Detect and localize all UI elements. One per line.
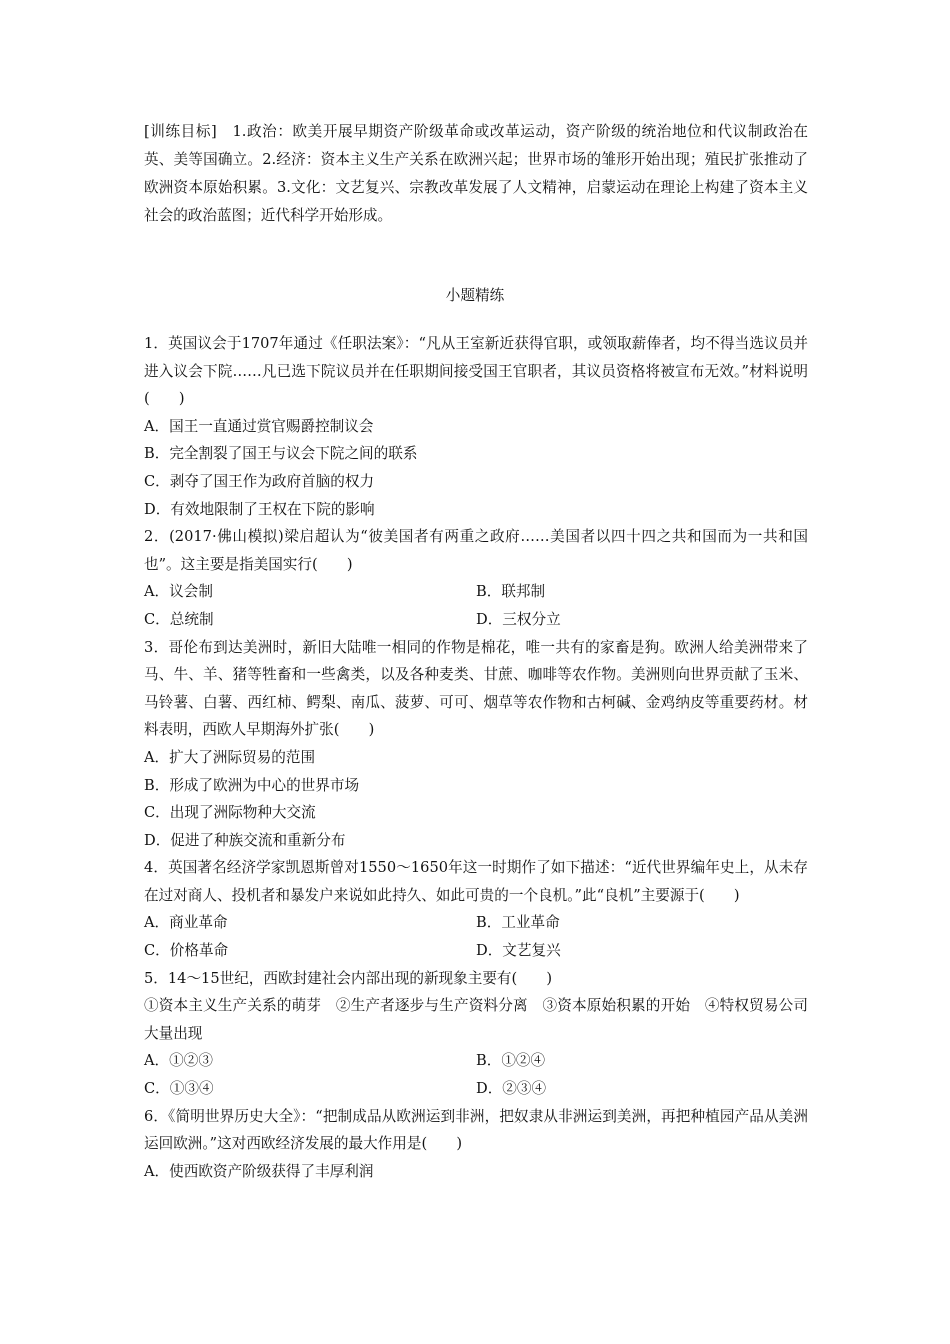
question-3-option-c: C．出现了洲际物种大交流 <box>144 804 316 822</box>
question-4-option-d: D．文艺复兴 <box>476 942 561 960</box>
section-title: 小题精练 <box>445 287 505 304</box>
question-2-options-row-1 <box>144 578 808 606</box>
question-2-option-b: B．联邦制 <box>476 583 546 601</box>
question-list <box>144 330 808 1185</box>
question-4-option-c: C．价格革命 <box>144 942 229 960</box>
question-3-stem <box>144 634 808 744</box>
question-2-number: 2． <box>144 528 170 546</box>
question-1-text: 英国议会于1707年通过《任职法案》：“凡从王室新近获得官职，或领取薪俸者，均不得当选议员并进入议会下院……凡已选下院议员并在任职期间接受国王官职者，其议员资格将被宣布无效。”材料说明( ) <box>144 335 808 408</box>
question-1-option-b: B．完全割裂了国王与议会下院之间的联系 <box>144 445 418 463</box>
question-6 <box>144 1103 808 1186</box>
question-5-number: 5． <box>144 969 168 987</box>
question-6-number: 6． <box>144 1107 169 1125</box>
question-6-option-a: A．使西欧资产阶级获得了丰厚利润 <box>144 1162 374 1180</box>
question-4-stem <box>144 854 808 909</box>
question-5-options-row-2 <box>144 1075 808 1103</box>
question-6-stem <box>144 1103 808 1158</box>
question-1-stem <box>144 330 808 413</box>
question-5-options-row-1 <box>144 1047 808 1075</box>
question-3-option-a: A．扩大了洲际贸易的范围 <box>144 748 316 766</box>
question-2-stem <box>144 523 808 578</box>
question-4-text: 英国著名经济学家凯恩斯曾对1550～1650年这一时期作了如下描述：“近代世界编年史上，从未存在过对商人、投机者和暴发户来说如此持久、如此可贵的一个良机。”此“良机”主要源于( ) <box>144 859 808 904</box>
question-4-options-row-2 <box>144 937 808 965</box>
question-5-option-c: C．①③④ <box>144 1080 214 1098</box>
question-6-text: 《简明世界历史大全》：“把制成品从欧洲运到非洲，把奴隶从非洲运到美洲，再把种植园产品从美洲运回欧洲。”这对西欧经济发展的最大作用是( ) <box>144 1107 808 1153</box>
question-2-option-a: A．议会制 <box>144 583 213 601</box>
question-4-number: 4． <box>144 859 169 877</box>
question-1-number: 1． <box>144 335 169 352</box>
question-3-number: 3． <box>144 638 169 656</box>
training-goal-paragraph <box>144 118 808 230</box>
question-1 <box>144 330 808 523</box>
question-3-option-d: D．促进了种族交流和重新分布 <box>144 831 346 849</box>
question-3-text: 哥伦布到达美洲时，新旧大陆唯一相同的作物是棉花，唯一共有的家畜是狗。欧洲人给美洲带来了马、牛、羊、猪等牲畜和一些禽类，以及各种麦类、甘蔗、咖啡等农作物。美洲则向世界贡献了玉米、马铃薯、白薯、西红柿、鳄梨、南瓜、菠萝、可可、烟草等农作物和古柯碱、金鸡纳皮等重要药材。材料表明，西欧人早期海外扩张( ) <box>144 638 808 739</box>
question-5-text: 14～15世纪，西欧封建社会内部出现的新现象主要有( ) <box>167 969 553 987</box>
question-5-option-a: A．①②③ <box>144 1052 213 1070</box>
question-3 <box>144 634 808 855</box>
question-5-option-d: D．②③④ <box>476 1080 547 1098</box>
question-2-text: (2017·佛山模拟)梁启超认为“彼美国者有两重之政府……美国者以四十四之共和国而为一共和国也”。这主要是指美国实行( ) <box>144 528 808 573</box>
question-5-stem <box>144 965 808 993</box>
question-2 <box>144 523 808 633</box>
question-5-option-b: B．①②④ <box>476 1052 546 1070</box>
question-5-statements: ①资本主义生产关系的萌芽 ②生产者逐步与生产资料分离 ③资本原始积累的开始 ④特权贸易公司大量出现 <box>144 997 808 1042</box>
training-goal-label: [训练目标] <box>144 123 217 140</box>
question-2-options-row-2 <box>144 606 808 634</box>
training-goal-text: 1.政治：欧美开展早期资产阶级革命或改革运动，资产阶级的统治地位和代议制政治在英、美等国确立。2.经济：资本主义生产关系在欧洲兴起；世界市场的雏形开始出现；殖民扩张推动了欧洲资本原始积累。3.文化：文艺复兴、宗教改革发展了人文精神，启蒙运动在理论上构建了资本主义社会的政治蓝图；近代科学开始形成。 <box>144 123 808 224</box>
question-3-option-b: B．形成了欧洲为中心的世界市场 <box>144 776 360 794</box>
question-2-option-c: C．总统制 <box>144 610 214 628</box>
question-5 <box>144 965 808 1103</box>
question-1-option-a: A．国王一直通过赏官赐爵控制议会 <box>144 417 374 435</box>
question-4-options-row-1 <box>144 909 808 937</box>
question-4-option-b: B．工业革命 <box>476 914 560 932</box>
question-2-option-d: D．三权分立 <box>476 610 561 628</box>
question-1-option-d: D．有效地限制了王权在下院的影响 <box>144 500 375 518</box>
question-4-option-a: A．商业革命 <box>144 914 228 932</box>
question-4 <box>144 854 808 964</box>
question-1-option-c: C．剥夺了国王作为政府首脑的权力 <box>144 472 375 490</box>
